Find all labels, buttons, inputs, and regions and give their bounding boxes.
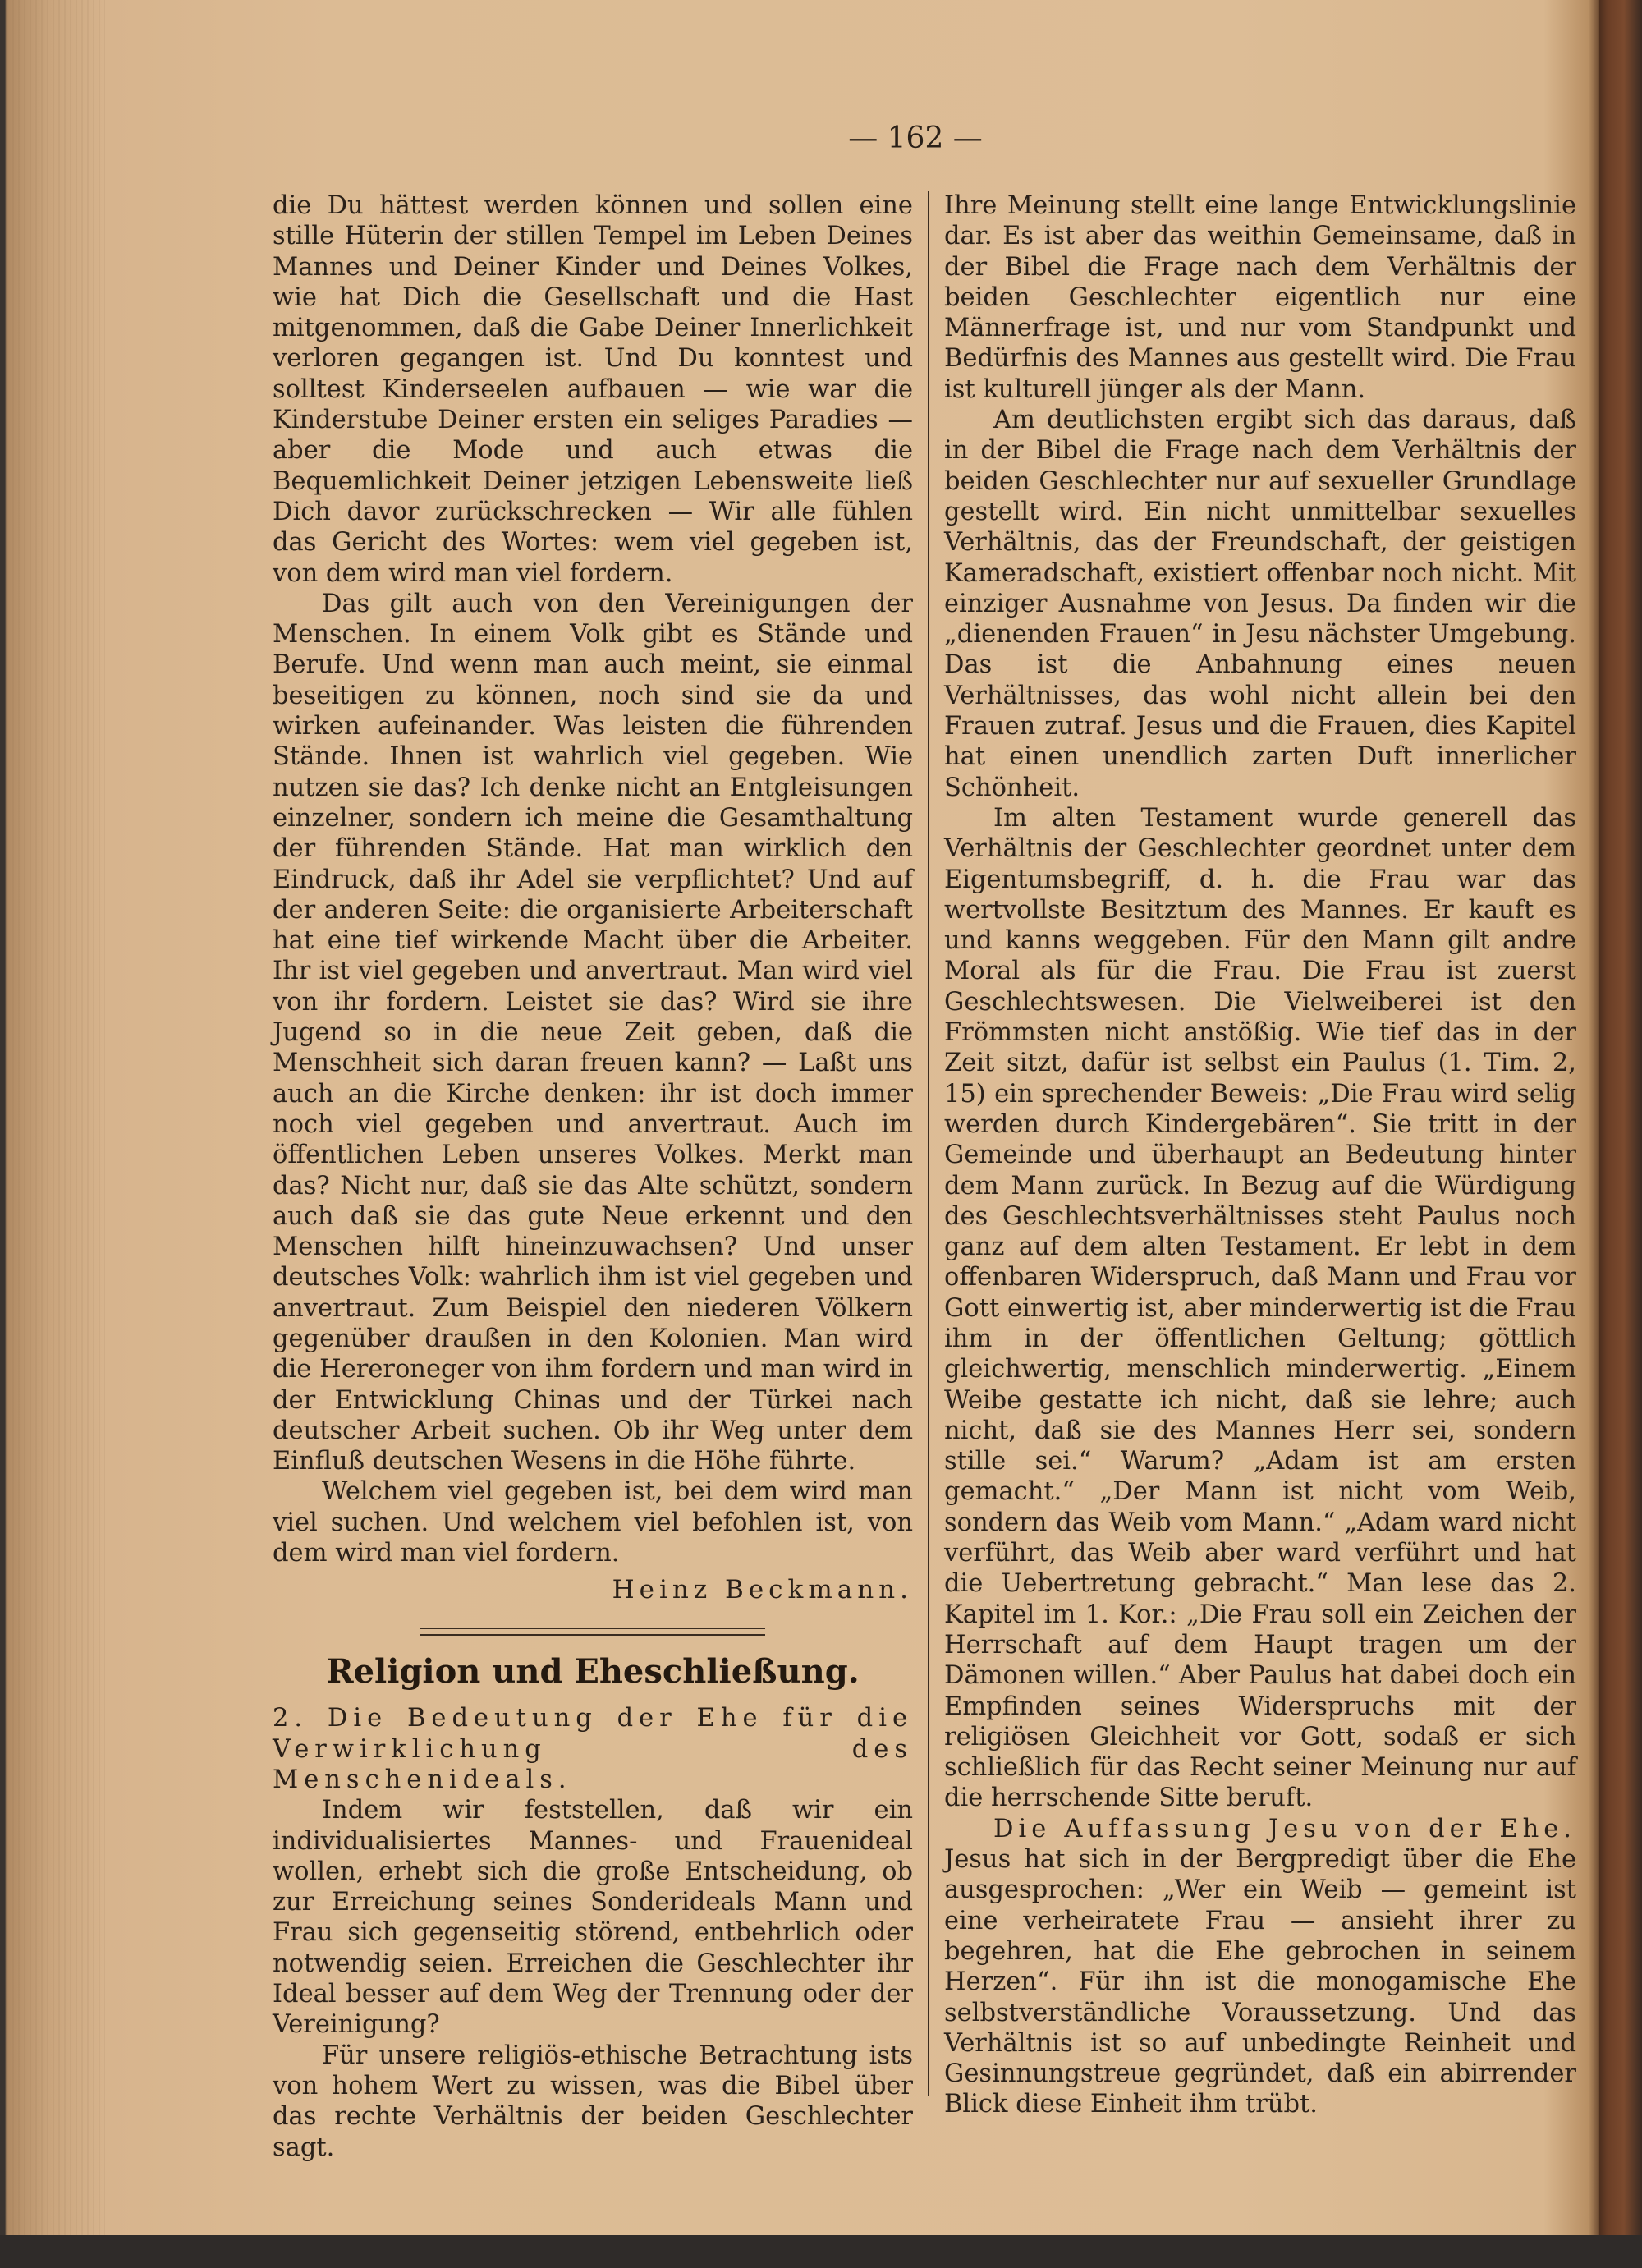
scan-bottom-border	[0, 2235, 1642, 2268]
right-paragraph-4-body: Jesus hat sich in der Bergpredigt über die Ehe ausgesprochen: „Wer ein Weib — gemeint ist eine verheiratete Frau — ansieht ihrer zu begehren, hat die Ehe gebrochen in seinem Herzen“. Für ihn ist die monogamische Ehe selbstverständliche Voraussetzung. Und das Verhältnis ist so auf unbedingte Reinheit und Gesinnungstreue gegründet, daß ein abirrender Blick diese Einheit ihm trübt.	[944, 1845, 1576, 2119]
right-paragraph-3: Im alten Testament wurde generell das Verhältnis der Geschlechter geordnet unter dem Eigentumsbegriff, d. h. die Frau war das wertvollste Besitztum des Mannes. Er kauft es und kanns weggeben. Für den Mann gilt andre Moral als für die Frau. Die Frau ist zuerst Geschlechtswesen. Die Vielweiberei ist den Frömmsten nicht anstößig. Wie tief das in der Zeit sitzt, dafür ist selbst ein Paulus (1. Tim. 2, 15) ein sprechender Beweis: „Die Frau wird selig werden durch Kindergebären“. Sie tritt in der Gemeinde und überhaupt an Bedeutung hinter dem Mann zurück. In Bezug auf die Würdigung des Geschlechtsverhältnisses steht Paulus noch ganz auf dem alten Testament. Er lebt in dem offenbaren Widerspruch, daß Mann und Frau vor Gott einwertig ist, aber minderwertig ist die Frau ihm in der öffentlichen Geltung; göttlich gleichwertig, menschlich minderwertig. „Einem Weibe gestatte ich nicht, daß sie lehre; auch nicht, daß sie des Mannes Herr sei, sondern stille sei.“ Warum? „Adam ist am ersten gemacht.“ „Der Mann ist nicht vom Weib, sondern das Weib vom Mann.“ „Adam ward nicht verführt, das Weib aber ward verführt und hat die Uebertretung gebracht.“ Man lese das 2. Kapitel im 1. Kor.: „Die Frau soll ein Zeichen der Herrschaft auf dem Haupt tragen um der Dämonen willen.“ Aber Paulus hat dabei doch ein Empfinden seines Widerspruchs mit der religiösen Gleichheit vor Gott, sodaß er sich schließlich für das Recht seiner Meinung nur auf die herrschende Sitte beruft.	[944, 803, 1576, 1813]
right-paragraph-4	[944, 1814, 1576, 2120]
left-paragraph-1: die Du hättest werden können und sollen eine stille Hüterin der stillen Tempel im Leben Deines Mannes und Deiner Kinder und Deines Volkes, wie hat Dich die Gesellschaft und die Hast mitgenommen, daß die Gabe Deiner Innerlichkeit verloren gegangen ist. Und Du konntest und solltest Kinderseelen aufbauen — wie war die Kinderstube Deiner ersten ein seliges Paradies — aber die Mode und auch etwas die Bequemlichkeit Deiner jetzigen Lebensweite ließ Dich davor zurückschrecken — Wir alle fühlen das Gericht des Wortes: wem viel gegeben ist, von dem wird man viel fordern.	[273, 191, 913, 588]
section-heading: Religion und Eheschließung.	[326, 1652, 860, 1692]
right-paragraph-1: Ihre Meinung stellt eine lange Entwicklungslinie dar. Es ist aber das weithin Gemeinsame, daß in der Bibel die Frage nach dem Verhältnis der beiden Geschlechter eigentlich nur eine Männerfrage ist, und nur vom Standpunkt und Bedürfnis des Mannes aus gestellt wird. Die Frau ist kulturell jünger als der Mann.	[944, 191, 1576, 404]
author-signature: Heinz Beckmann.	[612, 1575, 913, 1605]
right-paragraph-4-lead: Die Auffassung Jesu von der Ehe.	[993, 1814, 1576, 1843]
left-column	[273, 191, 913, 2163]
right-paragraph-2: Am deutlichsten ergibt sich das daraus, daß in der Bibel die Frage nach dem Verhältnis der beiden Geschlechter nur auf sexueller Grundlage gestellt wird. Ein nicht unmittelbar sexuelles Verhältnis, das der Freundschaft, der geistigen Kameradschaft, existiert offenbar noch nicht. Mit einziger Ausnahme von Jesus. Da finden wir die „dienenden Frauen“ in Jesu nächster Umgebung. Das ist die Anbahnung eines neuen Verhältnisses, das wohl nicht allein bei den Frauen zutraf. Jesus und die Frauen, dies Kapitel hat einen unendlich zarten Duft innerlicher Schönheit.	[944, 406, 1576, 802]
left-paragraph-5: Für unsere religiös-ethische Betrachtung ists von hohem Wert zu wissen, was die Bibel über das rechte Verhältnis der beiden Geschlechter sagt.	[273, 2041, 913, 2162]
page-number: — 162 —	[848, 122, 983, 155]
left-paragraph-2: Das gilt auch von den Vereinigungen der Menschen. In einem Volk gibt es Stände und Berufe. Und wenn man auch meint, sie einmal beseitigen zu können, noch sind sie da und wirken aufeinander. Was leisten die führenden Stände. Ihnen ist wahrlich viel gegeben. Wie nutzen sie das? Ich denke nicht an Entgleisungen einzelner, sondern ich meine die Gesamthaltung der führenden Stände. Hat man wirklich den Eindruck, daß ihr Adel sie verpflichtet? Und auf der anderen Seite: die organisierte Arbeiterschaft hat eine tief wirkende Macht über die Arbeiter. Ihr ist viel gegeben und anvertraut. Man wird viel von ihr fordern. Leistet sie das? Wird sie ihre Jugend so in die neue Zeit geben, daß die Menschheit sich daran freuen kann? — Laßt uns auch an die Kirche denken: ihr ist doch immer noch viel gegeben und anvertraut. Auch im öffentlichen Leben unseres Volkes. Merkt man das? Nicht nur, daß sie das Alte schützt, sondern auch daß sie das gute Neue erkennt und den Menschen hilft hineinzuwachsen? Und unser deutsches Volk: wahrlich ihm ist viel gegeben und anvertraut. Zum Beispiel den niederen Völkern gegenüber draußen in den Kolonien. Man wird die Hereroneger von ihm fordern und man wird in der Entwicklung Chinas und der Türkei nach deutscher Arbeit suchen. Ob ihr Weg unter dem Einfluß deutschen Wesens in die Höhe führte.	[273, 589, 913, 1476]
page-stack-edge	[7, 0, 105, 2268]
section-subheading: 2. Die Bedeutung der Ehe für die Verwirklichung des Menschenideals.	[273, 1704, 913, 1794]
left-paragraph-4: Indem wir feststellen, daß wir ein individualisiertes Mannes- und Frauenideal wollen, erhebt sich die große Entscheidung, ob zur Erreichung seines Sonderideals Mann und Frau sich gegenseitig störend, entbehrlich oder notwendig seien. Erreichen die Geschlechter ihr Ideal besser auf dem Weg der Trennung oder der Vereinigung?	[273, 1796, 913, 2040]
column-divider	[928, 191, 929, 2096]
left-paragraph-3: Welchem viel gegeben ist, bei dem wird man viel suchen. Und welchem viel befohlen ist, von dem wird man viel fordern.	[273, 1477, 913, 1568]
section-divider	[420, 1628, 765, 1636]
right-column	[944, 191, 1576, 2120]
book-cover-edge	[1599, 0, 1642, 2268]
